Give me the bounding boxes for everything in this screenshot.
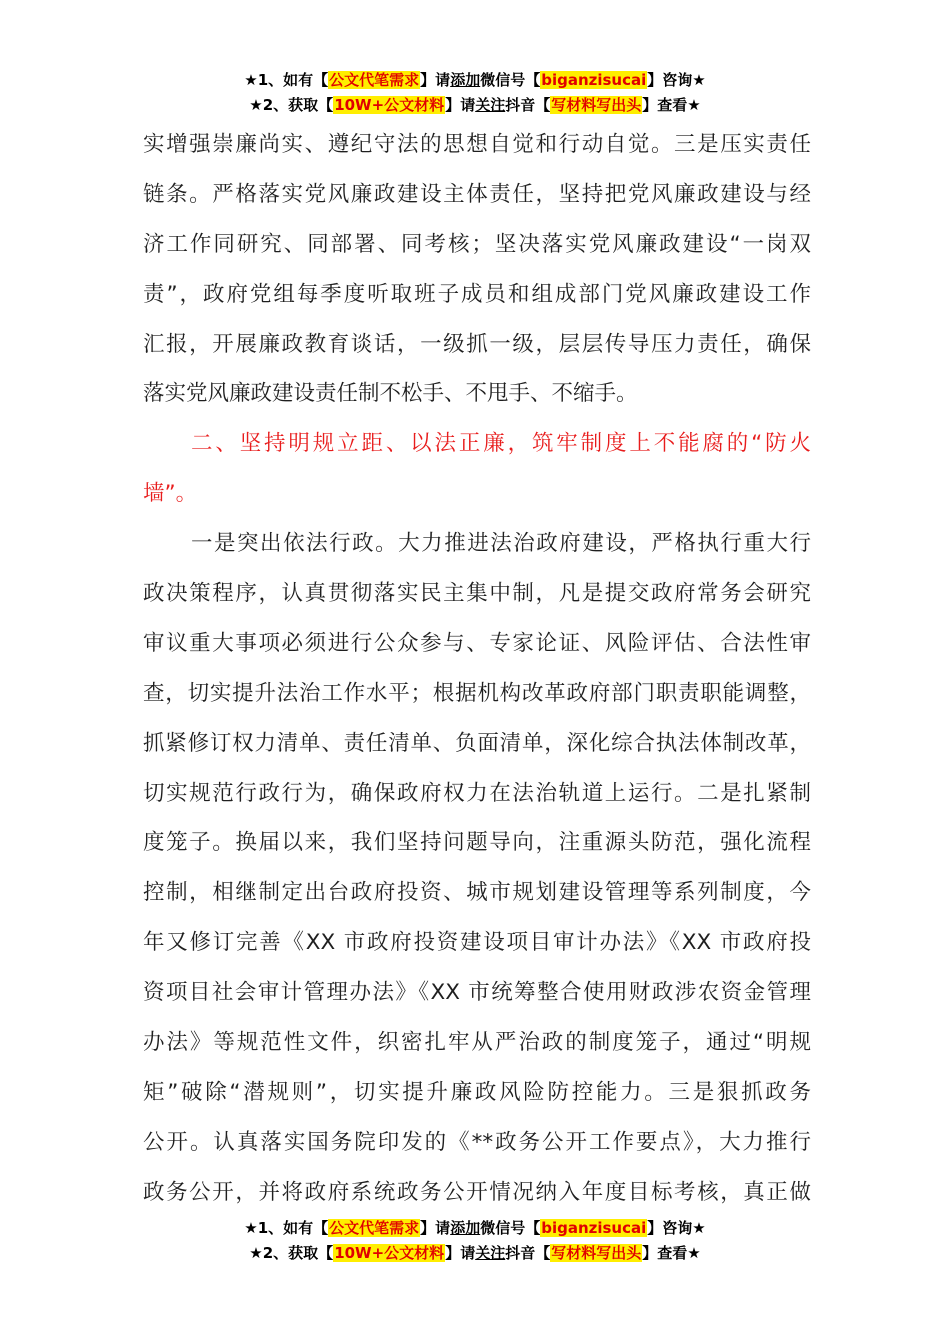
text-line: 审议重大事项必须进行公众参与、专家论证、风险评估、合法性审 (143, 630, 811, 656)
banner-text: 】咨询★ (647, 1219, 706, 1237)
text-line: 济工作同研究、同部署、同考核；坚决落实党风廉政建设“一岗双 (143, 231, 811, 257)
text-line: 抓紧修订权力清单、责任清单、负面清单，深化综合执法体制改革， (143, 730, 811, 756)
footer-banner (0, 1216, 950, 1266)
text-line: 矩”破除“潜规则”，切实提升廉政风险防控能力。三是狠抓政务 (143, 1079, 811, 1105)
text-line: 公开。认真落实国务院印发的《**政务公开工作要点》，大力推行 (143, 1129, 811, 1155)
header-banner (0, 68, 950, 118)
banner-highlight: 写材料写出头 (551, 96, 642, 114)
text-line: 汇报，开展廉政教育谈话，一级抓一级，层层传导压力责任，确保 (143, 331, 811, 357)
banner-highlight: 公文代笔需求 (329, 1219, 420, 1237)
heading-line: 二、坚持明规立距、以法正廉，筑牢制度上不能腐的“防火 (191, 431, 811, 457)
banner-line-2 (0, 93, 950, 118)
paragraph-continued (143, 120, 811, 419)
heading-line: 墙”。 (143, 481, 198, 507)
banner-text: 】请 (420, 1219, 451, 1237)
text-line: 查，切实提升法治工作水平；根据机构改革政府部门职责职能调整， (143, 680, 811, 706)
text-line: 资项目社会审计管理办法》《XX 市统筹整合使用财政涉农资金管理 (143, 980, 811, 1006)
text-line: 一是突出依法行政。大力推进法治政府建设，严格执行重大行 (191, 531, 811, 557)
banner-text: 抖音【 (505, 1244, 551, 1262)
paragraph (143, 519, 811, 1217)
banner-line-1 (0, 68, 950, 93)
text-line: 政务公开，并将政府系统政务公开情况纳入年度目标考核，真正做 (143, 1179, 811, 1205)
banner-text: ★1、如有【 (244, 71, 329, 89)
text-line: 政决策程序，认真贯彻落实民主集中制，凡是提交政府常务会研究 (143, 581, 811, 607)
banner-highlight: biganzisucai (541, 1219, 647, 1237)
banner-highlight: 10W+公文材料 (334, 96, 445, 114)
text-line: 控制，相继制定出台政府投资、城市规划建设管理等系列制度，今 (143, 880, 811, 906)
text-line: 落实党风廉政建设责任制不松手、不甩手、不缩手。 (143, 381, 638, 407)
banner-highlight: biganzisucai (541, 71, 647, 89)
text-line: 办法》等规范性文件，织密扎牢从严治政的制度笼子，通过“明规 (143, 1030, 811, 1056)
banner-text: 微信号【 (480, 1219, 541, 1237)
text-line: 年又修订完善《XX 市政府投资建设项目审计办法》《XX 市政府投 (143, 930, 811, 956)
banner-text: 抖音【 (505, 96, 551, 114)
banner-line-1 (0, 1216, 950, 1241)
text-line: 链条。严格落实党风廉政建设主体责任，坚持把党风廉政建设与经 (143, 181, 811, 207)
text-line: 切实规范行政行为，确保政府权力在法治轨道上运行。二是扎紧制 (143, 780, 811, 806)
text-line: 责”，政府党组每季度听取班子成员和组成部门党风廉政建设工作 (143, 281, 811, 307)
document-body (143, 120, 811, 1218)
banner-underline: 添加 (450, 71, 481, 89)
banner-text: 】请 (445, 1244, 476, 1262)
banner-highlight: 公文代笔需求 (329, 71, 420, 89)
banner-highlight: 10W+公文材料 (334, 1244, 445, 1262)
banner-underline: 关注 (475, 96, 506, 114)
text-line: 度笼子。换届以来，我们坚持问题导向，注重源头防范，强化流程 (143, 830, 811, 856)
banner-underline: 关注 (475, 1244, 506, 1262)
banner-text: 】查看★ (642, 1244, 701, 1262)
section-heading (143, 419, 811, 519)
banner-text: 微信号【 (480, 71, 541, 89)
banner-line-2 (0, 1241, 950, 1266)
banner-text: ★2、获取【 (249, 1244, 334, 1262)
banner-text: ★1、如有【 (244, 1219, 329, 1237)
banner-text: ★2、获取【 (249, 96, 334, 114)
text-line: 实增强崇廉尚实、遵纪守法的思想自觉和行动自觉。三是压实责任 (143, 132, 811, 157)
banner-text: 】请 (420, 71, 451, 89)
banner-highlight: 写材料写出头 (551, 1244, 642, 1262)
banner-text: 】查看★ (642, 96, 701, 114)
banner-underline: 添加 (450, 1219, 481, 1237)
banner-text: 】咨询★ (647, 71, 706, 89)
banner-text: 】请 (445, 96, 476, 114)
